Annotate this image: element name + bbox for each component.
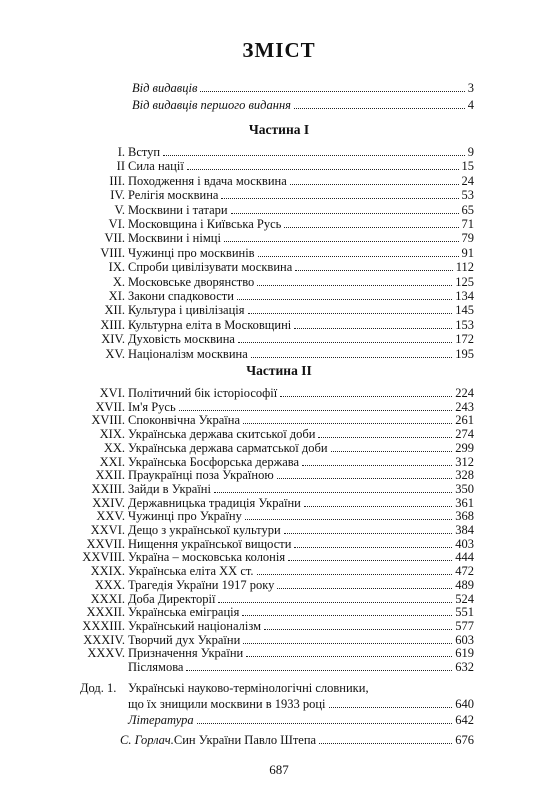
toc-entry-page: 9 bbox=[467, 145, 474, 159]
toc-entry-number: XVIII. bbox=[91, 413, 125, 428]
dot-leader bbox=[246, 645, 452, 657]
dot-leader bbox=[280, 385, 452, 397]
toc-entry-title: Націоналізм москвина bbox=[128, 346, 248, 361]
toc-entry-number: І. bbox=[117, 145, 125, 159]
dot-leader bbox=[318, 426, 452, 438]
toc-entry-number: XXVII. bbox=[86, 536, 125, 551]
toc-entry-number: XXXIII. bbox=[82, 618, 125, 633]
toc-entry-page: 153 bbox=[455, 317, 474, 332]
toc-entry-number: XXIX. bbox=[90, 564, 125, 579]
dot-leader bbox=[302, 454, 452, 466]
dot-leader bbox=[304, 495, 452, 507]
toc-entry-page: 145 bbox=[455, 303, 474, 318]
toc-entry-number: XXVIII. bbox=[82, 550, 125, 565]
toc-entry-number: XIV. bbox=[101, 332, 125, 347]
toc-entry-title: Український націоналізм bbox=[128, 618, 261, 633]
toc-entry-title: Москвини і татари bbox=[128, 202, 228, 217]
toc-entry-title: Духовість москвина bbox=[128, 332, 235, 347]
toc-entry-number: V. bbox=[114, 202, 125, 217]
toc-entry-title: Державницька традиція України bbox=[128, 495, 301, 510]
dot-leader bbox=[186, 659, 452, 671]
dot-leader bbox=[243, 632, 452, 644]
toc-entry-preface-1[interactable] bbox=[70, 80, 474, 96]
toc-entry-title: Вступ bbox=[128, 145, 161, 159]
toc-entry-number: VI. bbox=[108, 217, 125, 231]
toc-entry-title: Споконвічна Україна bbox=[128, 413, 241, 428]
dot-leader bbox=[218, 591, 452, 603]
toc-entry-page: 172 bbox=[455, 332, 474, 347]
toc-entry-title: Трагедія України 1917 року bbox=[128, 577, 275, 592]
toc-entry-page: 632 bbox=[455, 660, 474, 674]
toc-entry-page: 603 bbox=[455, 632, 474, 647]
toc-entry-number: Дод. 1. bbox=[80, 681, 117, 695]
toc-entry-number: XIII. bbox=[100, 317, 125, 332]
toc-entry-page: 676 bbox=[455, 733, 474, 747]
toc-entry-number: ІІ bbox=[116, 159, 125, 174]
toc-entry-title: Від видавців bbox=[132, 81, 198, 95]
toc-entry-page: 577 bbox=[455, 618, 474, 633]
toc-entry-number: XI. bbox=[108, 289, 125, 303]
toc-entry-page: 403 bbox=[455, 536, 474, 551]
toc-entry-title: Українські науково-термінологічні словники, bbox=[128, 681, 369, 695]
toc-entry-page: 489 bbox=[455, 577, 474, 592]
toc-entry-number: III. bbox=[109, 173, 125, 188]
toc-entry-number: VIII. bbox=[100, 245, 125, 260]
toc-entry-title: Українська держава сарматської доби bbox=[128, 440, 328, 455]
dot-leader bbox=[331, 440, 453, 452]
toc-entry-title: Доба Директорії bbox=[128, 591, 216, 606]
toc-entry-page: 619 bbox=[455, 646, 474, 661]
toc-entry-appendix-line2[interactable] bbox=[80, 696, 474, 712]
toc-entry-title: Призначення України bbox=[128, 646, 244, 661]
toc-entry-number: XXII. bbox=[95, 468, 125, 483]
toc-entry-page: 368 bbox=[455, 509, 474, 524]
dot-leader bbox=[257, 563, 453, 575]
toc-entry-page: 524 bbox=[455, 591, 474, 606]
toc-entry-title: Культура і цивілізація bbox=[128, 303, 245, 318]
toc-entry-number: XVI. bbox=[99, 386, 125, 400]
toc-entry-title: Москвини і німці bbox=[128, 231, 221, 246]
toc-entry-literature[interactable] bbox=[80, 712, 474, 728]
toc-entry-page: 472 bbox=[455, 564, 474, 579]
toc-entry-title: Чужинці про Україну bbox=[128, 509, 242, 524]
dot-leader bbox=[257, 274, 452, 286]
toc-entry-number: XXIII. bbox=[91, 481, 125, 496]
toc-entry-title: Зайди в Україні bbox=[128, 481, 211, 496]
toc-entry-page: 312 bbox=[455, 454, 474, 469]
dot-leader bbox=[284, 522, 453, 534]
toc-entry-number: XXI. bbox=[99, 454, 125, 469]
toc-entry-page: 91 bbox=[461, 245, 474, 260]
toc-entry-number: XXXI. bbox=[90, 591, 125, 606]
toc-entry-page: 361 bbox=[455, 495, 474, 510]
toc-entry-page: 224 bbox=[455, 386, 474, 400]
toc-entry-title: Московщина і Київська Русь bbox=[128, 217, 282, 231]
toc-entry-page: 243 bbox=[455, 399, 474, 414]
dot-leader bbox=[221, 187, 458, 199]
dot-leader bbox=[242, 604, 452, 616]
dot-leader bbox=[214, 481, 452, 493]
dot-leader bbox=[294, 536, 452, 548]
dot-leader bbox=[294, 317, 452, 329]
toc-entry-number: IX. bbox=[108, 260, 125, 275]
dot-leader bbox=[231, 202, 459, 214]
toc-entry-number: XII. bbox=[104, 303, 125, 318]
dot-leader bbox=[248, 302, 453, 314]
toc-entry-title: Спроби цивілізувати москвина bbox=[128, 260, 293, 275]
toc-entry-title: Праукраїнці поза Україною bbox=[128, 468, 274, 483]
dot-leader bbox=[245, 508, 452, 520]
toc-entry-title: Україна – московська колонія bbox=[128, 550, 286, 565]
toc-entry-number: XX. bbox=[103, 440, 125, 455]
toc-entry-page: 71 bbox=[461, 217, 474, 231]
dot-leader bbox=[329, 696, 453, 708]
toc-entry-title: що їх знищили москвини в 1933 році bbox=[128, 697, 326, 711]
toc-entry-page: 125 bbox=[455, 274, 474, 289]
dot-leader bbox=[200, 80, 464, 92]
toc-entry-title: Українська Босфорська держава bbox=[128, 454, 300, 469]
toc-entry-title: Література bbox=[128, 713, 194, 727]
toc-entry-page: 328 bbox=[455, 468, 474, 483]
dot-leader bbox=[197, 712, 453, 724]
toc-entry-page: 79 bbox=[461, 231, 474, 246]
toc-entry-page: 299 bbox=[455, 440, 474, 455]
toc-entry-page: 15 bbox=[461, 159, 474, 174]
toc-entry-page: 134 bbox=[455, 289, 474, 303]
toc-entry-title: Син України Павло Штепа bbox=[173, 733, 317, 747]
toc-entry-appendix-line1[interactable] bbox=[80, 680, 474, 696]
toc-entry-title: Ім'я Русь bbox=[128, 399, 176, 414]
toc-entry-title: Українська еліта XX ст. bbox=[128, 564, 254, 579]
toc-entry-page: 4 bbox=[467, 98, 474, 112]
toc-entry-number: XXXV. bbox=[87, 646, 125, 661]
dot-leader bbox=[295, 259, 452, 271]
dot-leader bbox=[243, 412, 452, 424]
toc-entry-number: XXXIV. bbox=[83, 632, 125, 647]
toc-entry-title: Творчий дух України bbox=[128, 632, 241, 647]
dot-leader bbox=[284, 216, 458, 228]
toc-entry-number: XV. bbox=[105, 346, 125, 361]
toc-entry-number: XIX. bbox=[99, 427, 125, 442]
toc-entry-author: С. Горлач. bbox=[120, 733, 174, 747]
toc-entry-page: 3 bbox=[467, 81, 474, 95]
toc-entry-page: 24 bbox=[461, 173, 474, 188]
page-title: ЗМІСТ bbox=[242, 38, 316, 62]
toc-entry-title: Культурна еліта в Московщині bbox=[128, 317, 292, 332]
toc-entry[interactable] bbox=[70, 346, 474, 362]
toc-entry-page: 195 bbox=[455, 346, 474, 361]
dot-leader bbox=[258, 245, 459, 257]
toc-entry-page: 551 bbox=[455, 605, 474, 620]
toc-entry-page: 53 bbox=[461, 188, 474, 203]
dot-leader bbox=[224, 230, 459, 242]
toc-entry-number: XXX. bbox=[94, 577, 125, 592]
dot-leader bbox=[179, 399, 453, 411]
dot-leader bbox=[277, 467, 453, 479]
toc-entry-title: Українська держава скитської доби bbox=[128, 427, 316, 442]
toc-entry[interactable] bbox=[70, 659, 474, 675]
toc-entry-number: XVII. bbox=[95, 399, 125, 414]
dot-leader bbox=[237, 288, 452, 300]
toc-entry-title: Від видавців першого видання bbox=[132, 98, 291, 112]
dot-leader bbox=[187, 158, 459, 170]
dot-leader bbox=[251, 346, 452, 358]
toc-entry-page: 384 bbox=[455, 523, 474, 537]
toc-entry-number: X. bbox=[112, 274, 125, 289]
dot-leader bbox=[163, 144, 465, 156]
toc-entry-title: Московське дворянство bbox=[128, 274, 255, 289]
page-number: 687 bbox=[269, 762, 289, 777]
toc-entry-page: 65 bbox=[461, 202, 474, 217]
dot-leader bbox=[264, 618, 452, 630]
toc-entry-page: 261 bbox=[455, 413, 474, 428]
toc-entry-page: 642 bbox=[455, 713, 474, 727]
toc-entry-essay[interactable] bbox=[80, 732, 474, 748]
toc-entry-number: IV. bbox=[110, 188, 125, 203]
dot-leader bbox=[238, 331, 452, 343]
toc-entry-page: 274 bbox=[455, 427, 474, 442]
toc-entry-number: VII. bbox=[104, 231, 125, 246]
dot-leader bbox=[277, 577, 452, 589]
part-2-heading: Частина ІІ bbox=[246, 363, 312, 378]
toc-entry-number: XXXII. bbox=[86, 605, 125, 620]
toc-entry-page: 640 bbox=[455, 697, 474, 711]
toc-entry-title: Нищення української вищости bbox=[128, 536, 292, 551]
toc-entry-title: Походження і вдача москвина bbox=[128, 173, 287, 188]
toc-entry-number: XXVI. bbox=[90, 523, 125, 537]
toc-entry-title: Релігія москвина bbox=[128, 188, 219, 203]
toc-entry-title: Дещо з української культури bbox=[128, 523, 281, 537]
toc-entry-title: Політичний бік історіософії bbox=[128, 386, 278, 400]
dot-leader bbox=[319, 732, 452, 744]
toc-entry-page: 350 bbox=[455, 481, 474, 496]
toc-entry-number: XXV. bbox=[96, 509, 125, 524]
dot-leader bbox=[288, 549, 452, 561]
toc-entry-title: Післямова bbox=[128, 660, 184, 674]
toc-entry-title: Закони спадковости bbox=[128, 289, 234, 303]
part-1-heading: Частина І bbox=[248, 122, 310, 137]
toc-entry-title: Українська еміграція bbox=[128, 605, 240, 620]
dot-leader bbox=[290, 173, 459, 185]
toc-entry-number: XXIV. bbox=[92, 495, 125, 510]
toc-entry-title: Чужинці про москвинів bbox=[128, 245, 255, 260]
dot-leader bbox=[294, 97, 465, 109]
toc-entry-preface-2[interactable] bbox=[70, 97, 474, 113]
toc-entry-page: 444 bbox=[455, 550, 474, 565]
toc-entry-page: 112 bbox=[455, 260, 474, 275]
toc-entry-title: Сила нації bbox=[128, 159, 184, 174]
